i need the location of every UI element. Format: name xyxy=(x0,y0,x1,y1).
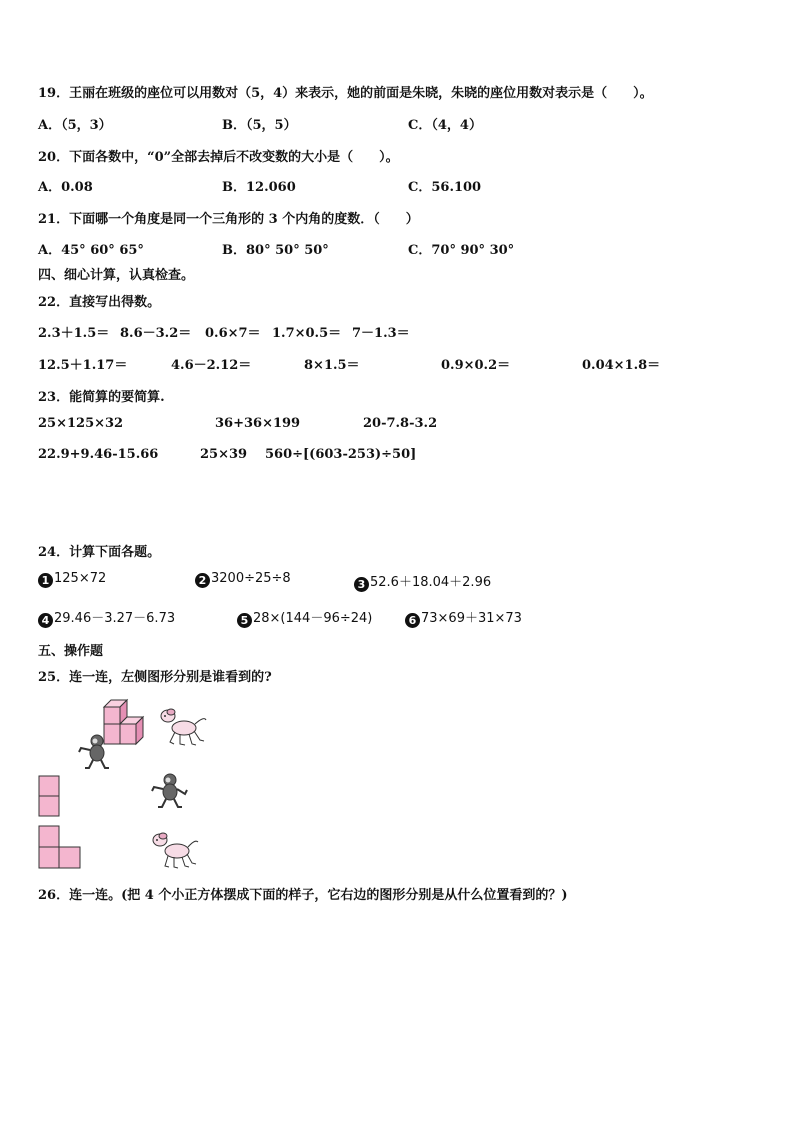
q24-item-6 xyxy=(405,607,522,628)
q21-option-a: A．45° 60° 65° xyxy=(38,243,144,258)
q22-r1-3: 0.6×7＝ xyxy=(205,326,261,341)
view-two-stacked-squares xyxy=(38,775,62,818)
q19-option-a: A．（5，3） xyxy=(38,118,112,133)
circled-number-4: 4 xyxy=(38,613,53,628)
circled-number-5: 5 xyxy=(237,613,252,628)
q20-stem: 20．下面各数中，“0”全部去掉后不改变数的大小是（ ）。 xyxy=(38,150,399,165)
q24-expr-5: 28×(144－96÷24) xyxy=(253,611,373,626)
circled-number-2: 2 xyxy=(195,573,210,588)
q22-r1-5: 7－1.3＝ xyxy=(352,326,410,341)
q21-option-b: B．80° 50° 50° xyxy=(222,243,329,258)
dog-figure-bottom xyxy=(150,830,202,870)
q24-expr-2: 3200÷25÷8 xyxy=(211,571,291,586)
q24-stem: 24．计算下面各题。 xyxy=(38,545,161,560)
q21-stem: 21．下面哪一个角度是同一个三角形的 3 个内角的度数．（ ） xyxy=(38,212,419,227)
q19-stem: 19．王丽在班级的座位可以用数对（5，4）来表示，她的前面是朱晓，朱晓的座位用数对表示是（ ）。 xyxy=(38,86,653,101)
q23-r2-3: 560÷[(603-253)÷50] xyxy=(265,447,417,462)
section-4-heading: 四、细心计算，认真检查。 xyxy=(38,268,195,283)
q22-r1-1: 2.3＋1.5＝ xyxy=(38,326,110,341)
monkey-figure-middle xyxy=(150,772,190,810)
q22-r1-4: 1.7×0.5＝ xyxy=(272,326,342,341)
q22-r2-2: 4.6－2.12＝ xyxy=(171,358,252,373)
q22-stem: 22．直接写出得数。 xyxy=(38,295,161,310)
circled-number-6: 6 xyxy=(405,613,420,628)
q24-item-2 xyxy=(195,571,291,588)
q22-r2-1: 12.5＋1.17＝ xyxy=(38,358,128,373)
q20-option-b: B．12.060 xyxy=(222,180,296,195)
q23-r1-2: 36+36×199 xyxy=(215,416,301,431)
dog-figure-top xyxy=(158,706,210,748)
q24-expr-3: 52.6＋18.04＋2.96 xyxy=(370,575,492,590)
circled-number-1: 1 xyxy=(38,573,53,588)
q19-option-c: C．（4，4） xyxy=(408,118,482,133)
q26-stem: 26．连一连。(把 4 个小正方体摆成下面的样子，它右边的图形分别是从什么位置看到的？) xyxy=(38,888,568,903)
q23-stem: 23．能简算的要简算. xyxy=(38,390,165,405)
q24-expr-6: 73×69＋31×73 xyxy=(421,611,522,626)
q22-r2-4: 0.9×0.2＝ xyxy=(441,358,511,373)
q24-item-4 xyxy=(38,607,175,628)
q23-r2-2: 25×39 xyxy=(200,447,248,462)
q22-r1-2: 8.6－3.2＝ xyxy=(120,326,192,341)
q25-stem: 25．连一连，左侧图形分别是谁看到的? xyxy=(38,670,272,685)
monkey-figure-left xyxy=(77,733,115,771)
circled-number-3: 3 xyxy=(354,577,369,592)
section-5-heading: 五、操作题 xyxy=(38,644,104,659)
q24-item-1 xyxy=(38,571,106,588)
q22-r2-5: 0.04×1.8＝ xyxy=(582,358,661,373)
q21-option-c: C．70° 90° 30° xyxy=(408,243,515,258)
q24-item-3 xyxy=(354,571,491,592)
q20-option-a: A．0.08 xyxy=(38,180,93,195)
q23-r1-1: 25×125×32 xyxy=(38,416,124,431)
view-l-shape xyxy=(38,825,83,869)
q22-r2-3: 8×1.5＝ xyxy=(304,358,360,373)
q23-r2-1: 22.9+9.46-15.66 xyxy=(38,447,159,462)
q20-option-c: C．56.100 xyxy=(408,180,482,195)
q24-expr-4: 29.46－3.27－6.73 xyxy=(54,611,176,626)
q24-expr-1: 125×72 xyxy=(54,571,107,586)
q24-item-5 xyxy=(237,607,372,628)
q19-option-b: B．（5，5） xyxy=(222,118,297,133)
q23-r1-3: 20-7.8-3.2 xyxy=(363,416,438,431)
